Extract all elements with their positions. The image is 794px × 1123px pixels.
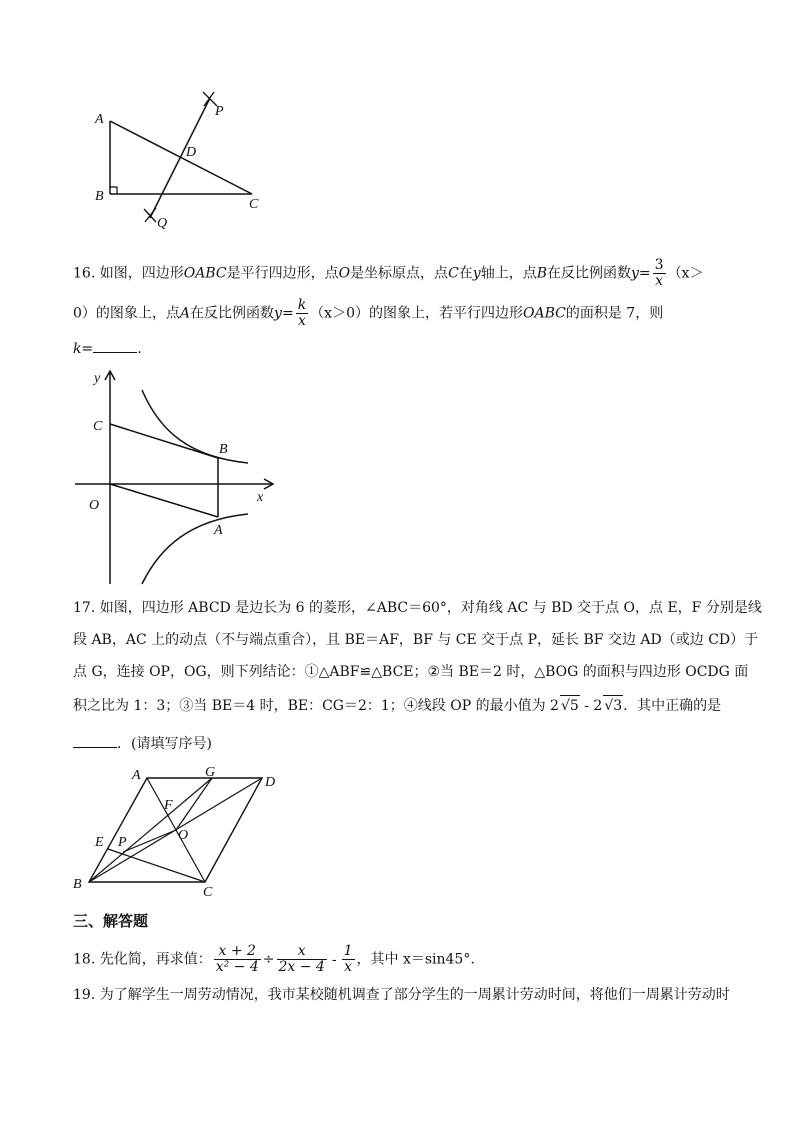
q18-operator: ÷ — [262, 951, 275, 968]
q16-text: 0）的图象上，点 — [73, 305, 180, 322]
segment-bg — [89, 778, 212, 882]
label-f: F — [164, 798, 173, 813]
numerator: k — [297, 297, 307, 313]
label-a: A — [95, 112, 104, 127]
segment-ce — [108, 849, 205, 882]
radicand: 5 — [569, 698, 579, 714]
perpendicular-bisector-pq — [150, 98, 210, 218]
fraction-1-over-x — [342, 944, 355, 975]
segment-cb — [110, 424, 218, 458]
fraction-x-over-2x-4 — [277, 944, 327, 975]
q16-line2 — [73, 298, 663, 329]
q17-text: - 2 — [579, 698, 603, 714]
label-c: C — [249, 197, 259, 212]
q16-text: 在 — [458, 265, 473, 282]
arc-mark-q — [144, 208, 156, 222]
q16-var: y= — [631, 265, 651, 282]
label-o: O — [178, 828, 189, 843]
curve-y-k-over-x — [142, 514, 248, 584]
q18-operator: - — [331, 951, 337, 968]
q16-text: （x＞0）的图象上，若平行四边形 — [310, 305, 523, 322]
fraction-3-over-x — [653, 258, 666, 289]
label-x: x — [257, 490, 264, 505]
label-y: y — [94, 371, 101, 386]
figure-q17 — [0, 762, 794, 902]
q17-text: ．(请填写序号) — [117, 736, 212, 752]
label-b: B — [73, 877, 82, 892]
segment-op — [123, 830, 176, 852]
q16-var: O — [338, 265, 351, 282]
q16-text: 是平行四边形，点 — [226, 265, 339, 282]
label-c: C — [203, 885, 213, 900]
label-b: B — [95, 189, 104, 204]
q17-line5 — [73, 733, 212, 754]
q17-line2: 段 AB，AC 上的动点（不与端点重合），且 BE＝AF，BF 与 CE 交于点 P，延长 BF 交边 AD（或边 CD）于 — [73, 632, 759, 648]
denominator: 2x − 4 — [278, 959, 325, 975]
q17-line1: 17. 如图，四边形 ABCD 是边长为 6 的菱形，∠ABC＝60°，对角线 AC 与 BD 交于点 O，点 E，F 分别是线 — [73, 600, 762, 616]
q16-var: y — [472, 265, 481, 282]
q18-line — [73, 944, 475, 975]
label-p: P — [215, 104, 224, 119]
q18-text: 18. 先化简，再求值： — [73, 951, 212, 968]
q16-line3 — [73, 338, 142, 359]
numerator: 3 — [654, 257, 664, 273]
fraction-k-over-x — [296, 298, 308, 329]
label-q: Q — [157, 216, 168, 231]
q16-number: 16. — [73, 265, 96, 282]
q16-text: . — [137, 341, 142, 357]
q16-text: 在反比例函数 — [547, 265, 631, 282]
q16-text: 在反比例函数 — [190, 305, 275, 322]
q16-text: 如图，四边形 — [99, 265, 184, 282]
q17-line3: 点 G，连接 OP，OG，则下列结论：①△ABF≌△BCE；②当 BE＝2 时，△BOG 的面积与四边形 OCDG 面 — [73, 664, 749, 680]
q16-var: k — [73, 341, 82, 357]
q16-var: OABC — [183, 265, 227, 282]
q18-text: ，其中 x＝sin45°. — [356, 951, 475, 968]
q16-text: 是坐标原点，点 — [350, 265, 449, 282]
curve-y-3-over-x — [142, 390, 248, 463]
answer-blank-q16[interactable] — [93, 338, 137, 353]
q16-var: C — [448, 265, 459, 282]
q17-text: ．其中正确的是 — [623, 698, 722, 714]
figure-q16 — [0, 362, 794, 592]
q16-var: OABC — [522, 305, 566, 322]
q16-line1 — [73, 258, 703, 289]
fraction-x-plus-2 — [214, 944, 261, 975]
q16-text: = — [81, 341, 94, 357]
right-angle-mark — [110, 187, 117, 194]
label-d: D — [265, 775, 276, 790]
denominator: x — [297, 313, 306, 329]
section-heading: 三、解答题 — [73, 912, 149, 930]
denominator: x — [655, 273, 664, 289]
label-p: P — [118, 835, 127, 850]
numerator: 1 — [343, 943, 353, 959]
numerator: x — [277, 944, 327, 960]
radicand: 3 — [613, 698, 623, 714]
denominator: x² − 4 — [215, 959, 259, 975]
q16-var: B — [536, 265, 547, 282]
q19-line1: 19. 为了解学生一周劳动情况，我市某校随机调查了部分学生的一周累计劳动时间，将他们一周累计劳动时 — [73, 987, 730, 1003]
label-o: O — [89, 498, 100, 513]
segment-oa — [110, 484, 218, 517]
label-c: C — [93, 419, 103, 434]
sqrt-5: √5 — [560, 695, 580, 716]
label-e: E — [95, 835, 104, 850]
label-a: A — [132, 768, 141, 783]
q16-text: 轴上，点 — [480, 265, 537, 282]
denominator: x — [344, 959, 352, 975]
sqrt-3: √3 — [603, 695, 623, 716]
q16-var: A — [179, 305, 191, 322]
q16-var: y= — [274, 305, 294, 322]
figure-q15 — [0, 0, 794, 240]
label-d: D — [186, 145, 197, 160]
label-a: A — [214, 523, 223, 538]
q17-text: 积之比为 1：3；③当 BE＝4 时，BE：CG＝2：1；④线段 OP 的最小值为 2 — [73, 698, 559, 714]
q16-text: （x＞ — [667, 265, 704, 282]
label-b: B — [219, 442, 228, 457]
q17-line4 — [73, 695, 721, 716]
answer-blank-q17[interactable] — [73, 733, 117, 748]
numerator: x + 2 — [214, 944, 261, 960]
q16-text: 的面积是 7，则 — [565, 305, 664, 322]
label-g: G — [205, 765, 216, 780]
